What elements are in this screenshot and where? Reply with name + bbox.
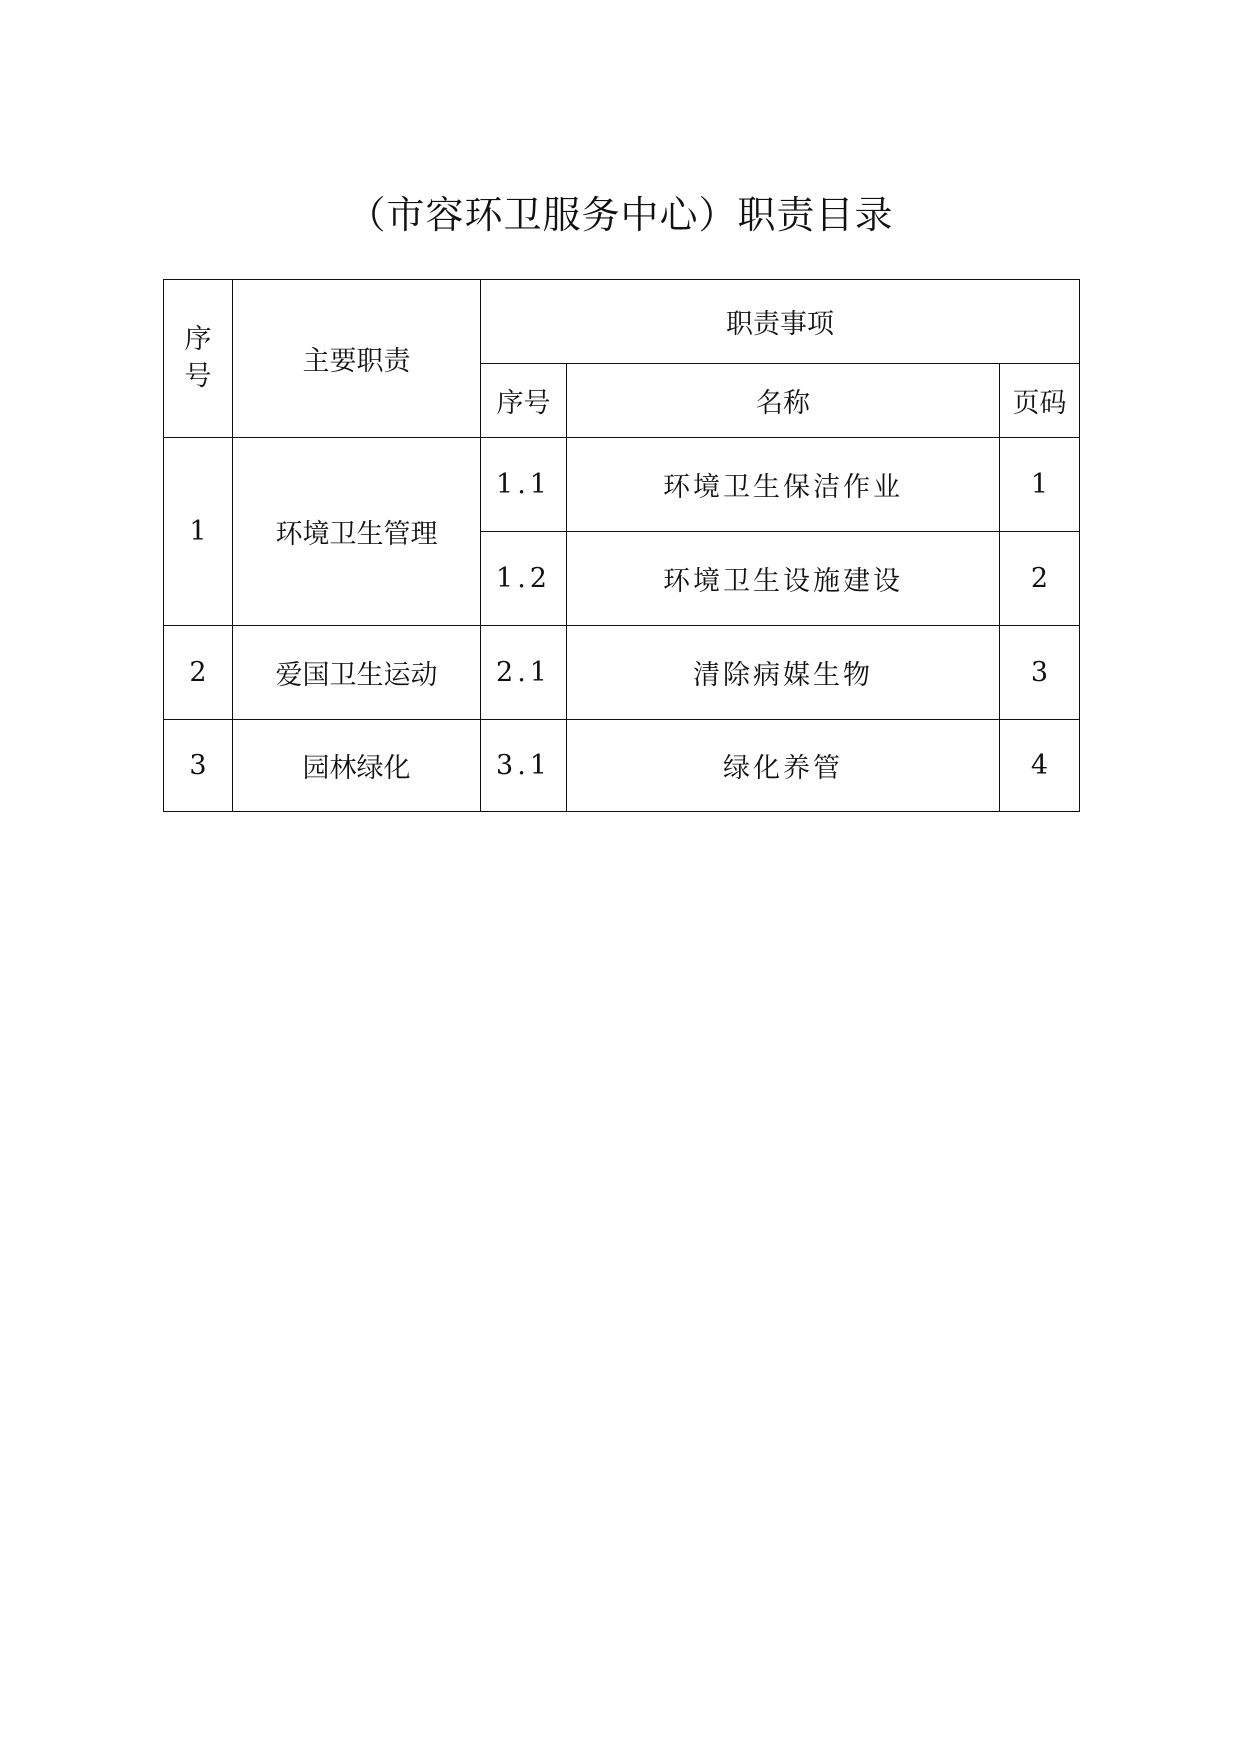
row-page-cell: 3 bbox=[1000, 626, 1080, 720]
header-main-duty: 主要职责 bbox=[233, 280, 481, 438]
row-sub-seq-cell: 2.1 bbox=[481, 626, 567, 720]
row-page-cell: 1 bbox=[1000, 438, 1080, 532]
row-main-duty-cell: 爱国卫生运动 bbox=[233, 626, 481, 720]
row-sub-seq-cell: 3.1 bbox=[481, 720, 567, 812]
row-name-cell: 清除病媒生物 bbox=[567, 626, 1000, 720]
row-seq-cell: 3 bbox=[164, 720, 233, 812]
page-title: （市容环卫服务中心）职责目录 bbox=[347, 193, 894, 237]
row-name-cell: 绿化养管 bbox=[567, 720, 1000, 812]
row-main-duty-cell: 园林绿化 bbox=[233, 720, 481, 812]
row-name-cell: 环境卫生设施建设 bbox=[567, 532, 1000, 626]
row-name-cell: 环境卫生保洁作业 bbox=[567, 438, 1000, 532]
row-main-duty-cell: 环境卫生管理 bbox=[233, 438, 481, 626]
header-seq: 序号 bbox=[164, 280, 233, 438]
duty-table bbox=[163, 279, 1080, 812]
header-sub-seq: 序号 bbox=[481, 364, 567, 438]
table-row bbox=[164, 438, 1080, 532]
row-page-cell: 4 bbox=[1000, 720, 1080, 812]
header-duty-items: 职责事项 bbox=[481, 280, 1080, 364]
row-page-cell: 2 bbox=[1000, 532, 1080, 626]
row-sub-seq-cell: 1.1 bbox=[481, 438, 567, 532]
header-page: 页码 bbox=[1000, 364, 1080, 438]
table-row bbox=[164, 626, 1080, 720]
table-row bbox=[164, 720, 1080, 812]
row-seq-cell: 1 bbox=[164, 438, 233, 626]
header-name: 名称 bbox=[567, 364, 1000, 438]
row-sub-seq-cell: 1.2 bbox=[481, 532, 567, 626]
row-seq-cell: 2 bbox=[164, 626, 233, 720]
header-row-1 bbox=[164, 280, 1080, 364]
